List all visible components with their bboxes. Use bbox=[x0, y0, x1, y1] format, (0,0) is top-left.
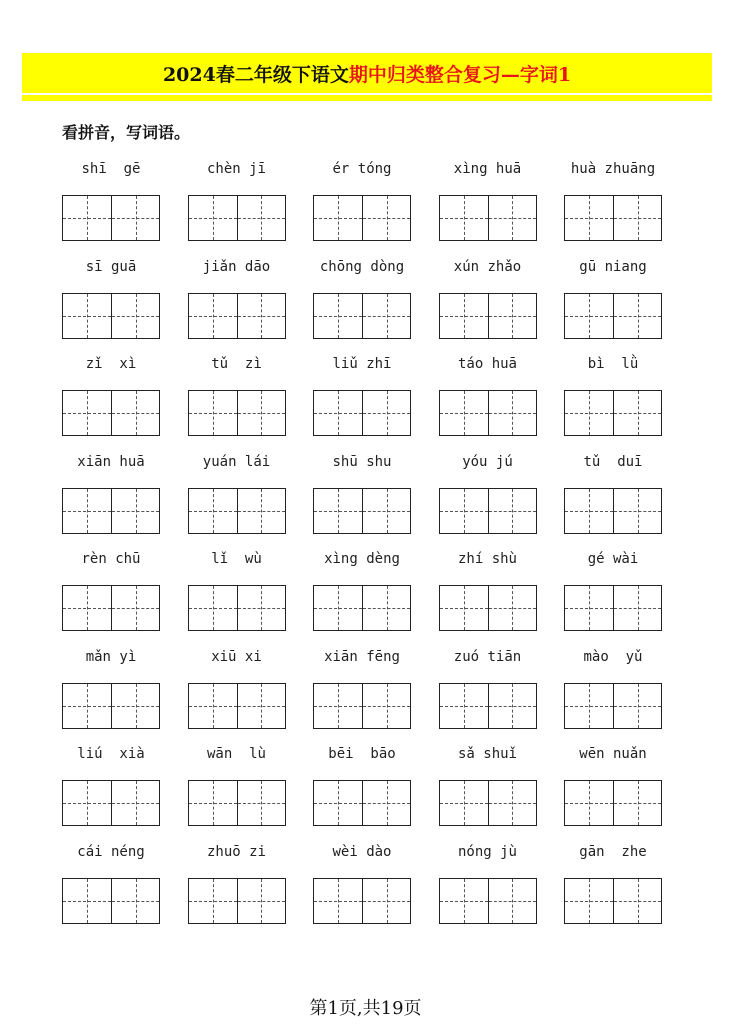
tianzige-square[interactable] bbox=[314, 781, 362, 825]
guide-line-horizontal bbox=[363, 413, 410, 414]
tianzige-square[interactable] bbox=[613, 781, 661, 825]
writing-box[interactable] bbox=[313, 585, 411, 631]
guide-line-horizontal bbox=[489, 218, 536, 219]
writing-box[interactable] bbox=[62, 585, 160, 631]
tianzige-square[interactable] bbox=[314, 294, 362, 338]
tianzige-square[interactable] bbox=[237, 391, 285, 435]
guide-line-horizontal bbox=[489, 706, 536, 707]
tianzige-square[interactable] bbox=[440, 781, 488, 825]
guide-line-horizontal bbox=[238, 803, 285, 804]
writing-box[interactable] bbox=[313, 195, 411, 241]
tianzige-square[interactable] bbox=[488, 196, 536, 240]
writing-box[interactable] bbox=[188, 878, 286, 924]
guide-line-horizontal bbox=[189, 803, 237, 804]
guide-line-horizontal bbox=[614, 218, 661, 219]
guide-line-horizontal bbox=[614, 803, 661, 804]
tianzige-square[interactable] bbox=[613, 391, 661, 435]
guide-line-horizontal bbox=[565, 803, 613, 804]
pinyin-label: xìng huā bbox=[453, 161, 522, 177]
tianzige-square[interactable] bbox=[565, 781, 613, 825]
tianzige-square[interactable] bbox=[362, 294, 410, 338]
guide-line-horizontal bbox=[314, 316, 362, 317]
writing-box[interactable] bbox=[439, 390, 537, 436]
guide-line-horizontal bbox=[112, 413, 159, 414]
guide-line-horizontal bbox=[63, 218, 111, 219]
tianzige-square[interactable] bbox=[111, 586, 159, 630]
tianzige-square[interactable] bbox=[488, 684, 536, 728]
guide-line-horizontal bbox=[63, 316, 111, 317]
writing-box[interactable] bbox=[188, 390, 286, 436]
guide-line-horizontal bbox=[238, 413, 285, 414]
tianzige-square[interactable] bbox=[314, 391, 362, 435]
guide-line-horizontal bbox=[565, 706, 613, 707]
guide-line-horizontal bbox=[440, 218, 488, 219]
guide-line-horizontal bbox=[189, 706, 237, 707]
pinyin-label: liú xià bbox=[77, 746, 145, 762]
pinyin-label: jiǎn dāo bbox=[202, 258, 271, 275]
guide-line-horizontal bbox=[314, 608, 362, 609]
tianzige-square[interactable] bbox=[63, 489, 111, 533]
tianzige-square[interactable] bbox=[565, 294, 613, 338]
guide-line-horizontal bbox=[314, 901, 362, 902]
tianzige-square[interactable] bbox=[613, 489, 661, 533]
guide-line-horizontal bbox=[189, 218, 237, 219]
tianzige-square[interactable] bbox=[440, 489, 488, 533]
tianzige-square[interactable] bbox=[111, 684, 159, 728]
writing-box[interactable] bbox=[313, 683, 411, 729]
pinyin-label: xiān fēng bbox=[324, 648, 400, 665]
writing-box[interactable] bbox=[439, 488, 537, 534]
tianzige-square[interactable] bbox=[111, 391, 159, 435]
tianzige-square[interactable] bbox=[111, 294, 159, 338]
guide-line-horizontal bbox=[440, 511, 488, 512]
tianzige-square[interactable] bbox=[440, 196, 488, 240]
guide-line-horizontal bbox=[565, 316, 613, 317]
guide-line-horizontal bbox=[565, 608, 613, 609]
writing-box[interactable] bbox=[313, 780, 411, 826]
pinyin-label: xìng dèng bbox=[324, 551, 400, 567]
pinyin-label: sǎ shuǐ bbox=[457, 746, 517, 762]
writing-box[interactable] bbox=[439, 195, 537, 241]
title-red: 期中归类整合复习—字词1 bbox=[348, 63, 572, 86]
tianzige-square[interactable] bbox=[237, 684, 285, 728]
pinyin-label: cái néng bbox=[77, 843, 145, 860]
tianzige-square[interactable] bbox=[63, 781, 111, 825]
guide-line-horizontal bbox=[112, 218, 159, 219]
writing-box[interactable] bbox=[564, 488, 662, 534]
writing-box[interactable] bbox=[313, 293, 411, 339]
guide-line-horizontal bbox=[440, 316, 488, 317]
guide-line-horizontal bbox=[489, 413, 536, 414]
writing-box[interactable] bbox=[564, 683, 662, 729]
pinyin-label: zǐ xì bbox=[85, 356, 137, 372]
pinyin-label: xún zhǎo bbox=[453, 258, 522, 275]
writing-box[interactable] bbox=[313, 488, 411, 534]
guide-line-horizontal bbox=[440, 413, 488, 414]
writing-box[interactable] bbox=[439, 878, 537, 924]
tianzige-square[interactable] bbox=[237, 781, 285, 825]
guide-line-horizontal bbox=[63, 511, 111, 512]
writing-box[interactable] bbox=[62, 293, 160, 339]
tianzige-square[interactable] bbox=[362, 489, 410, 533]
pinyin-label: bì lǜ bbox=[587, 356, 639, 372]
tianzige-square[interactable] bbox=[237, 586, 285, 630]
tianzige-square[interactable] bbox=[63, 294, 111, 338]
writing-box[interactable] bbox=[188, 780, 286, 826]
title-black: 2024春二年级下语文 bbox=[162, 63, 349, 86]
guide-line-horizontal bbox=[440, 803, 488, 804]
pinyin-label: gān zhe bbox=[579, 843, 647, 860]
writing-box[interactable] bbox=[188, 585, 286, 631]
guide-line-horizontal bbox=[314, 218, 362, 219]
tianzige-square[interactable] bbox=[189, 294, 237, 338]
pinyin-label: shū shu bbox=[332, 453, 392, 470]
pinyin-label: zhí shù bbox=[457, 551, 517, 567]
pinyin-label: yuán lái bbox=[202, 453, 271, 470]
writing-box[interactable] bbox=[62, 390, 160, 436]
tianzige-square[interactable] bbox=[189, 684, 237, 728]
tianzige-square[interactable] bbox=[237, 294, 285, 338]
pinyin-label: xiū xi bbox=[211, 648, 262, 665]
tianzige-square[interactable] bbox=[440, 391, 488, 435]
writing-box[interactable] bbox=[439, 780, 537, 826]
guide-line-horizontal bbox=[189, 511, 237, 512]
writing-box[interactable] bbox=[439, 585, 537, 631]
tianzige-square[interactable] bbox=[237, 489, 285, 533]
writing-box[interactable] bbox=[564, 293, 662, 339]
tianzige-square[interactable] bbox=[189, 489, 237, 533]
tianzige-square[interactable] bbox=[314, 196, 362, 240]
tianzige-square[interactable] bbox=[440, 684, 488, 728]
guide-line-horizontal bbox=[614, 608, 661, 609]
banner-underline bbox=[22, 93, 712, 101]
guide-line-horizontal bbox=[63, 413, 111, 414]
guide-line-horizontal bbox=[489, 901, 536, 902]
guide-line-horizontal bbox=[614, 901, 661, 902]
guide-line-horizontal bbox=[363, 511, 410, 512]
pinyin-label: táo huā bbox=[457, 356, 517, 372]
tianzige-square[interactable] bbox=[362, 879, 410, 923]
guide-line-horizontal bbox=[238, 218, 285, 219]
pinyin-label: sī guā bbox=[85, 258, 137, 275]
guide-line-horizontal bbox=[238, 316, 285, 317]
guide-line-horizontal bbox=[63, 706, 111, 707]
tianzige-square[interactable] bbox=[362, 586, 410, 630]
tianzige-square[interactable] bbox=[488, 586, 536, 630]
writing-box[interactable] bbox=[62, 488, 160, 534]
tianzige-square[interactable] bbox=[189, 391, 237, 435]
tianzige-square[interactable] bbox=[63, 586, 111, 630]
writing-box[interactable] bbox=[439, 683, 537, 729]
guide-line-horizontal bbox=[565, 218, 613, 219]
pinyin-label: wān lù bbox=[206, 746, 266, 762]
pinyin-label: tǔ zì bbox=[211, 356, 262, 372]
guide-line-horizontal bbox=[112, 901, 159, 902]
tianzige-square[interactable] bbox=[111, 489, 159, 533]
tianzige-square[interactable] bbox=[565, 684, 613, 728]
tianzige-square[interactable] bbox=[362, 684, 410, 728]
tianzige-square[interactable] bbox=[362, 391, 410, 435]
tianzige-square[interactable] bbox=[488, 489, 536, 533]
guide-line-horizontal bbox=[489, 608, 536, 609]
tianzige-square[interactable] bbox=[314, 684, 362, 728]
tianzige-square[interactable] bbox=[111, 879, 159, 923]
pinyin-label: zuó tiān bbox=[453, 648, 522, 665]
pinyin-label: rèn chū bbox=[81, 551, 141, 567]
guide-line-horizontal bbox=[440, 706, 488, 707]
pinyin-label: huà zhuāng bbox=[570, 161, 656, 177]
tianzige-square[interactable] bbox=[63, 879, 111, 923]
guide-line-horizontal bbox=[314, 511, 362, 512]
guide-line-horizontal bbox=[112, 608, 159, 609]
writing-box[interactable] bbox=[188, 488, 286, 534]
tianzige-square[interactable] bbox=[613, 294, 661, 338]
tianzige-square[interactable] bbox=[314, 586, 362, 630]
pinyin-label: zhuō zi bbox=[206, 843, 266, 860]
tianzige-square[interactable] bbox=[314, 879, 362, 923]
pinyin-label: mào yǔ bbox=[583, 648, 643, 665]
guide-line-horizontal bbox=[314, 803, 362, 804]
writing-box[interactable] bbox=[188, 293, 286, 339]
writing-box[interactable] bbox=[188, 683, 286, 729]
guide-line-horizontal bbox=[363, 803, 410, 804]
pinyin-label: liǔ zhī bbox=[332, 356, 392, 372]
guide-line-horizontal bbox=[363, 901, 410, 902]
guide-line-horizontal bbox=[112, 706, 159, 707]
guide-line-horizontal bbox=[238, 608, 285, 609]
writing-box[interactable] bbox=[62, 683, 160, 729]
guide-line-horizontal bbox=[614, 511, 661, 512]
tianzige-square[interactable] bbox=[111, 196, 159, 240]
tianzige-square[interactable] bbox=[613, 196, 661, 240]
tianzige-square[interactable] bbox=[565, 196, 613, 240]
guide-line-horizontal bbox=[112, 316, 159, 317]
guide-line-horizontal bbox=[440, 608, 488, 609]
pinyin-label: lǐ wù bbox=[211, 551, 262, 567]
pinyin-label: mǎn yì bbox=[85, 648, 137, 665]
guide-line-horizontal bbox=[565, 511, 613, 512]
title-banner bbox=[22, 53, 712, 93]
writing-box[interactable] bbox=[62, 780, 160, 826]
tianzige-square[interactable] bbox=[565, 489, 613, 533]
writing-box[interactable] bbox=[188, 195, 286, 241]
guide-line-horizontal bbox=[489, 316, 536, 317]
pinyin-label: chèn jī bbox=[206, 161, 266, 177]
guide-line-horizontal bbox=[63, 803, 111, 804]
guide-line-horizontal bbox=[238, 511, 285, 512]
instruction-text: 看拼音，写词语。 bbox=[62, 123, 191, 142]
tianzige-square[interactable] bbox=[63, 196, 111, 240]
tianzige-square[interactable] bbox=[237, 196, 285, 240]
guide-line-horizontal bbox=[440, 901, 488, 902]
pinyin-label: chōng dòng bbox=[319, 258, 405, 275]
tianzige-square[interactable] bbox=[488, 781, 536, 825]
tianzige-square[interactable] bbox=[111, 781, 159, 825]
pinyin-label: xiān huā bbox=[77, 453, 145, 470]
writing-box[interactable] bbox=[564, 195, 662, 241]
guide-line-horizontal bbox=[112, 803, 159, 804]
pinyin-label: gé wài bbox=[587, 551, 639, 567]
writing-box[interactable] bbox=[439, 293, 537, 339]
writing-box[interactable] bbox=[564, 878, 662, 924]
writing-box[interactable] bbox=[564, 585, 662, 631]
guide-line-horizontal bbox=[314, 413, 362, 414]
tianzige-square[interactable] bbox=[63, 684, 111, 728]
guide-line-horizontal bbox=[614, 316, 661, 317]
writing-box[interactable] bbox=[564, 390, 662, 436]
guide-line-horizontal bbox=[314, 706, 362, 707]
tianzige-square[interactable] bbox=[189, 586, 237, 630]
tianzige-square[interactable] bbox=[565, 586, 613, 630]
tianzige-square[interactable] bbox=[362, 196, 410, 240]
pinyin-label: ér tóng bbox=[332, 161, 392, 177]
pinyin-label: gū niang bbox=[579, 258, 647, 275]
guide-line-horizontal bbox=[189, 413, 237, 414]
tianzige-square[interactable] bbox=[440, 294, 488, 338]
guide-line-horizontal bbox=[189, 901, 237, 902]
guide-line-horizontal bbox=[63, 608, 111, 609]
writing-box[interactable] bbox=[313, 390, 411, 436]
tianzige-square[interactable] bbox=[613, 684, 661, 728]
writing-box[interactable] bbox=[62, 878, 160, 924]
tianzige-square[interactable] bbox=[488, 391, 536, 435]
tianzige-square[interactable] bbox=[488, 294, 536, 338]
tianzige-square[interactable] bbox=[565, 391, 613, 435]
tianzige-square[interactable] bbox=[613, 879, 661, 923]
pinyin-label: nóng jù bbox=[457, 843, 517, 860]
tianzige-square[interactable] bbox=[440, 586, 488, 630]
tianzige-square[interactable] bbox=[237, 879, 285, 923]
writing-box[interactable] bbox=[313, 878, 411, 924]
tianzige-square[interactable] bbox=[189, 196, 237, 240]
tianzige-square[interactable] bbox=[63, 391, 111, 435]
tianzige-square[interactable] bbox=[189, 781, 237, 825]
guide-line-horizontal bbox=[363, 218, 410, 219]
pinyin-label: tǔ duī bbox=[583, 453, 643, 470]
writing-box[interactable] bbox=[564, 780, 662, 826]
tianzige-square[interactable] bbox=[314, 489, 362, 533]
guide-line-horizontal bbox=[63, 901, 111, 902]
writing-box[interactable] bbox=[62, 195, 160, 241]
tianzige-square[interactable] bbox=[488, 879, 536, 923]
pinyin-label: wèi dào bbox=[332, 843, 392, 860]
guide-line-horizontal bbox=[112, 511, 159, 512]
guide-line-horizontal bbox=[565, 413, 613, 414]
page-number: 第1页,共19页 bbox=[309, 998, 422, 1019]
pinyin-label: wēn nuǎn bbox=[579, 746, 647, 762]
pinyin-label: yóu jú bbox=[462, 453, 513, 470]
guide-line-horizontal bbox=[238, 706, 285, 707]
guide-line-horizontal bbox=[614, 413, 661, 414]
tianzige-square[interactable] bbox=[362, 781, 410, 825]
tianzige-square[interactable] bbox=[440, 879, 488, 923]
guide-line-horizontal bbox=[565, 901, 613, 902]
guide-line-horizontal bbox=[489, 511, 536, 512]
tianzige-square[interactable] bbox=[189, 879, 237, 923]
guide-line-horizontal bbox=[363, 316, 410, 317]
guide-line-horizontal bbox=[238, 901, 285, 902]
guide-line-horizontal bbox=[489, 803, 536, 804]
guide-line-horizontal bbox=[363, 608, 410, 609]
tianzige-square[interactable] bbox=[565, 879, 613, 923]
tianzige-square[interactable] bbox=[613, 586, 661, 630]
guide-line-horizontal bbox=[614, 706, 661, 707]
guide-line-horizontal bbox=[363, 706, 410, 707]
guide-line-horizontal bbox=[189, 316, 237, 317]
pinyin-label: shī gē bbox=[81, 161, 141, 177]
pinyin-label: bēi bāo bbox=[328, 746, 396, 762]
guide-line-horizontal bbox=[189, 608, 237, 609]
